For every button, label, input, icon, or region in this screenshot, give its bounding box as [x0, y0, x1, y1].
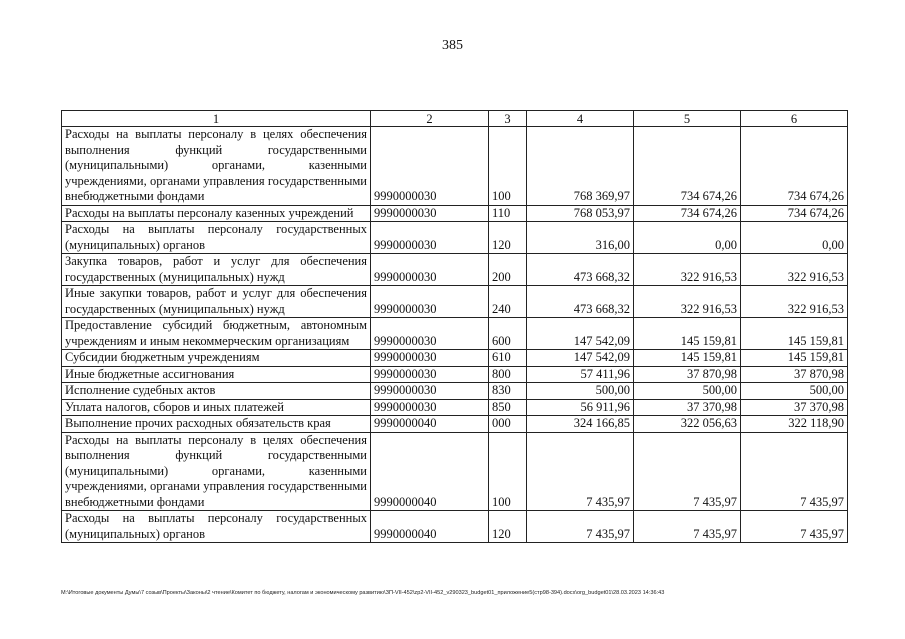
cell-expense-type: 800: [489, 366, 527, 383]
cell-expense-type: 000: [489, 416, 527, 433]
cell-target-code: 9990000040: [371, 432, 489, 511]
cell-expense-type: 100: [489, 432, 527, 511]
table-body: [62, 127, 848, 543]
cell-amount-col4: 768 369,97: [527, 127, 634, 206]
cell-amount-col6: 734 674,26: [741, 127, 848, 206]
cell-amount-col4: 56 911,96: [527, 399, 634, 416]
cell-amount-col6: 145 159,81: [741, 318, 848, 350]
table-row: [62, 350, 848, 367]
budget-table: [61, 110, 848, 543]
cell-amount-col5: 322 056,63: [634, 416, 741, 433]
cell-amount-col6: 0,00: [741, 222, 848, 254]
cell-amount-col6: 7 435,97: [741, 432, 848, 511]
table-row: [62, 383, 848, 400]
cell-amount-col4: 7 435,97: [527, 511, 634, 543]
table-row: [62, 222, 848, 254]
cell-description: Расходы на выплаты персоналу в целях обеспечения выполнения функций государственными (муниципальными) органами, казенными учреждениями, органами управления государственными внебюджетными фондами: [62, 432, 371, 511]
cell-amount-col6: 145 159,81: [741, 350, 848, 367]
cell-description: Расходы на выплаты персоналу государственных (муниципальных) органов: [62, 511, 371, 543]
cell-amount-col6: 322 118,90: [741, 416, 848, 433]
cell-amount-col5: 37 870,98: [634, 366, 741, 383]
cell-amount-col6: 734 674,26: [741, 205, 848, 222]
header-col-4: 4: [527, 111, 634, 127]
cell-expense-type: 240: [489, 286, 527, 318]
cell-amount-col5: 500,00: [634, 383, 741, 400]
header-col-1: 1: [62, 111, 371, 127]
cell-expense-type: 850: [489, 399, 527, 416]
table-row: [62, 127, 848, 206]
cell-amount-col4: 473 668,32: [527, 254, 634, 286]
cell-expense-type: 610: [489, 350, 527, 367]
cell-target-code: 9990000030: [371, 127, 489, 206]
cell-target-code: 9990000030: [371, 205, 489, 222]
table-row: [62, 254, 848, 286]
cell-amount-col6: 37 370,98: [741, 399, 848, 416]
header-col-6: 6: [741, 111, 848, 127]
cell-amount-col4: 7 435,97: [527, 432, 634, 511]
cell-amount-col4: 316,00: [527, 222, 634, 254]
cell-amount-col4: 768 053,97: [527, 205, 634, 222]
cell-amount-col5: 734 674,26: [634, 127, 741, 206]
cell-expense-type: 600: [489, 318, 527, 350]
cell-amount-col4: 500,00: [527, 383, 634, 400]
cell-target-code: 9990000030: [371, 318, 489, 350]
cell-expense-type: 120: [489, 222, 527, 254]
cell-expense-type: 100: [489, 127, 527, 206]
cell-target-code: 9990000030: [371, 286, 489, 318]
cell-amount-col6: 7 435,97: [741, 511, 848, 543]
cell-amount-col6: 500,00: [741, 383, 848, 400]
table-row: [62, 416, 848, 433]
cell-target-code: 9990000030: [371, 350, 489, 367]
cell-target-code: 9990000040: [371, 416, 489, 433]
table-row: [62, 399, 848, 416]
cell-amount-col5: 37 370,98: [634, 399, 741, 416]
cell-description: Предоставление субсидий бюджетным, автономным учреждениям и иным некоммерческим организациям: [62, 318, 371, 350]
cell-amount-col4: 324 166,85: [527, 416, 634, 433]
cell-target-code: 9990000030: [371, 222, 489, 254]
cell-target-code: 9990000030: [371, 366, 489, 383]
table-row: [62, 432, 848, 511]
cell-amount-col5: 145 159,81: [634, 350, 741, 367]
cell-expense-type: 110: [489, 205, 527, 222]
cell-amount-col4: 473 668,32: [527, 286, 634, 318]
cell-amount-col5: 734 674,26: [634, 205, 741, 222]
cell-description: Выполнение прочих расходных обязательств края: [62, 416, 371, 433]
cell-amount-col5: 0,00: [634, 222, 741, 254]
cell-target-code: 9990000030: [371, 383, 489, 400]
cell-description: Расходы на выплаты персоналу казенных учреждений: [62, 205, 371, 222]
page-number: 385: [442, 38, 463, 53]
table-row: [62, 286, 848, 318]
cell-amount-col5: 322 916,53: [634, 254, 741, 286]
cell-description: Закупка товаров, работ и услуг для обеспечения государственных (муниципальных) нужд: [62, 254, 371, 286]
cell-amount-col6: 37 870,98: [741, 366, 848, 383]
table-row: [62, 205, 848, 222]
table-row: [62, 318, 848, 350]
cell-description: Иные закупки товаров, работ и услуг для обеспечения государственных (муниципальных) нужд: [62, 286, 371, 318]
cell-description: Уплата налогов, сборов и иных платежей: [62, 399, 371, 416]
cell-description: Исполнение судебных актов: [62, 383, 371, 400]
cell-description: Субсидии бюджетным учреждениям: [62, 350, 371, 367]
table-row: [62, 366, 848, 383]
header-col-3: 3: [489, 111, 527, 127]
cell-amount-col5: 145 159,81: [634, 318, 741, 350]
cell-amount-col6: 322 916,53: [741, 286, 848, 318]
cell-amount-col5: 322 916,53: [634, 286, 741, 318]
cell-description: Расходы на выплаты персоналу в целях обеспечения выполнения функций государственными (муниципальными) органами, казенными учреждениями, органами управления государственными внебюджетными фондами: [62, 127, 371, 206]
cell-description: Иные бюджетные ассигнования: [62, 366, 371, 383]
header-row: [62, 111, 848, 127]
cell-amount-col5: 7 435,97: [634, 511, 741, 543]
cell-description: Расходы на выплаты персоналу государственных (муниципальных) органов: [62, 222, 371, 254]
table-row: [62, 511, 848, 543]
cell-amount-col4: 57 411,96: [527, 366, 634, 383]
cell-amount-col6: 322 916,53: [741, 254, 848, 286]
cell-amount-col5: 7 435,97: [634, 432, 741, 511]
cell-expense-type: 120: [489, 511, 527, 543]
cell-target-code: 9990000040: [371, 511, 489, 543]
cell-amount-col4: 147 542,09: [527, 318, 634, 350]
cell-expense-type: 830: [489, 383, 527, 400]
cell-expense-type: 200: [489, 254, 527, 286]
file-path-footer: M:\Итоговые документы Думы\7 созыв\Проекты\Законы\2 чтение\Комитет по бюджету, налогам и экономическому развитию\ЗП-VII-452\zp2-VII-452_v290323_budget01_приложение5(стр98-394).docx\org_budget01\28.03.2023 14:36:43: [61, 590, 665, 596]
header-col-2: 2: [371, 111, 489, 127]
cell-amount-col4: 147 542,09: [527, 350, 634, 367]
cell-target-code: 9990000030: [371, 399, 489, 416]
header-col-5: 5: [634, 111, 741, 127]
cell-target-code: 9990000030: [371, 254, 489, 286]
